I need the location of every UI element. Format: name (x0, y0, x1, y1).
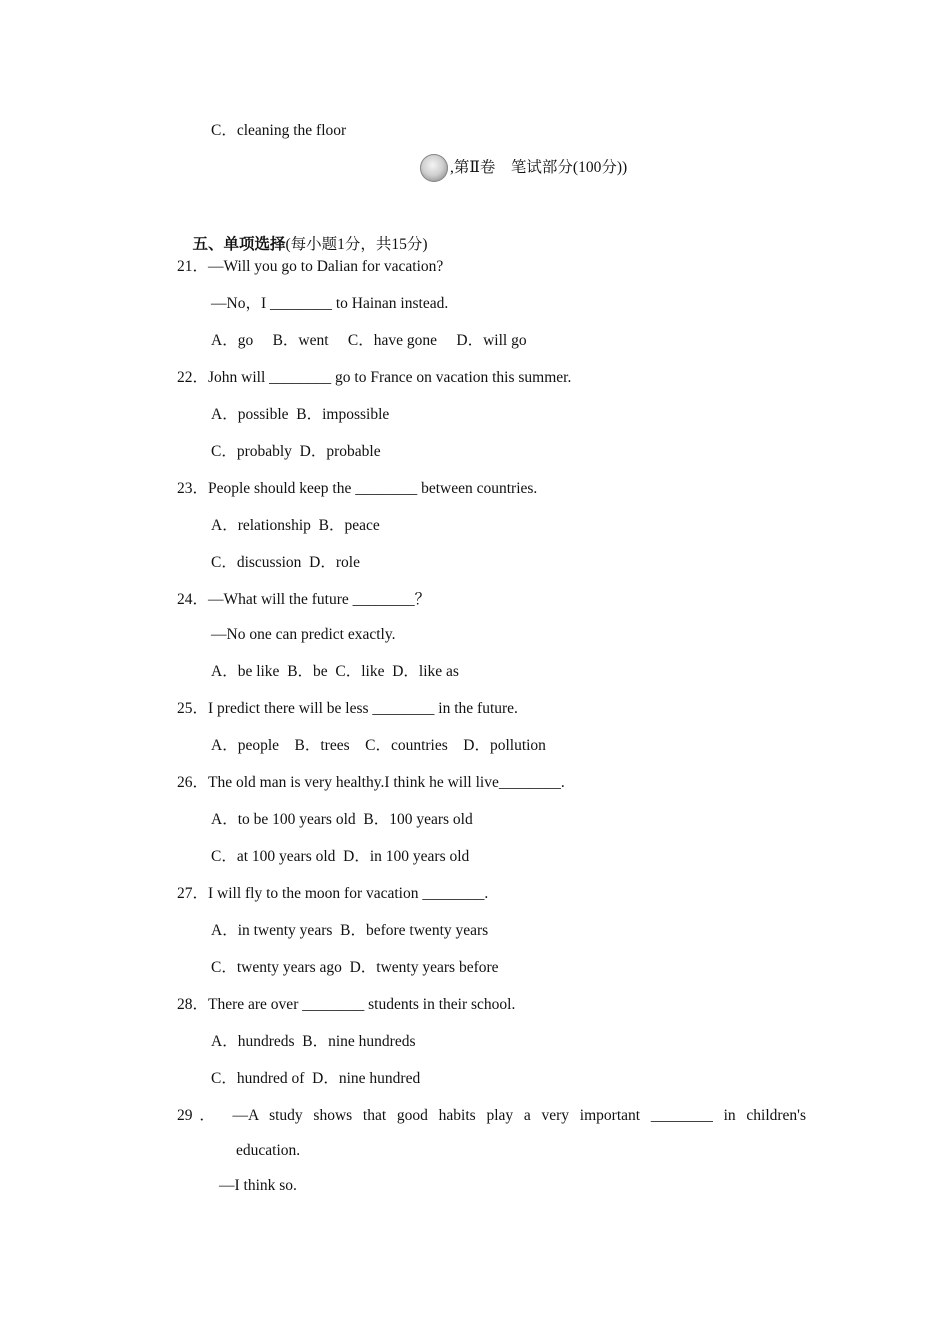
question-29-continuation: education. (236, 1142, 301, 1159)
section-heading-rest: (每小题1分，共15分) (285, 235, 428, 253)
seal-icon (420, 154, 448, 182)
question-27: 27．I will fly to the moon for vacation ________. (177, 885, 489, 902)
question-22-options-b: C．probably D．probable (211, 443, 381, 460)
question-27-options-a: A．in twenty years B．before twenty years (211, 922, 489, 939)
section-heading-bold: 五、单项选择 (192, 235, 286, 253)
question-29: 29． —A study shows that good habits play a very important ________ in children's (177, 1107, 806, 1124)
question-22-options-a: A．possible B．impossible (211, 406, 390, 423)
section-title-text: ,第Ⅱ卷 笔试部分(100分)) (450, 159, 628, 176)
question-28-options-b: C．hundred of D．nine hundred (211, 1070, 421, 1087)
option-line: C．cleaning the floor (211, 122, 347, 139)
question-25-options: A．people B．trees C．countries D．pollution (211, 737, 546, 754)
question-24-reply: —No one can predict exactly. (211, 626, 396, 643)
question-29-reply: —I think so. (219, 1177, 297, 1194)
section-title (420, 152, 627, 180)
question-21: 21．—Will you go to Dalian for vacation? (177, 258, 444, 275)
question-24-options: A．be like B．be C．like D．like as (211, 663, 459, 680)
question-21-reply: —No，I ________ to Hainan instead. (211, 295, 449, 312)
question-28: 28．There are over ________ students in their school. (177, 996, 516, 1013)
question-27-options-b: C．twenty years ago D．twenty years before (211, 959, 499, 976)
question-26-options-a: A．to be 100 years old B．100 years old (211, 811, 473, 828)
question-21-options: A．go B．went C．have gone D．will go (211, 332, 527, 349)
question-23-options-b: C．discussion D．role (211, 554, 360, 571)
question-23-options-a: A．relationship B．peace (211, 517, 380, 534)
question-22: 22．John will ________ go to France on vacation this summer. (177, 369, 572, 386)
question-24: 24．—What will the future ________？ (177, 591, 431, 608)
question-26-options-b: C．at 100 years old D．in 100 years old (211, 848, 470, 865)
question-26: 26．The old man is very healthy.I think he will live________. (177, 774, 565, 791)
question-25: 25．I predict there will be less ________ in the future. (177, 700, 518, 717)
question-28-options-a: A．hundreds B．nine hundreds (211, 1033, 416, 1050)
question-23: 23．People should keep the ________ between countries. (177, 480, 538, 497)
